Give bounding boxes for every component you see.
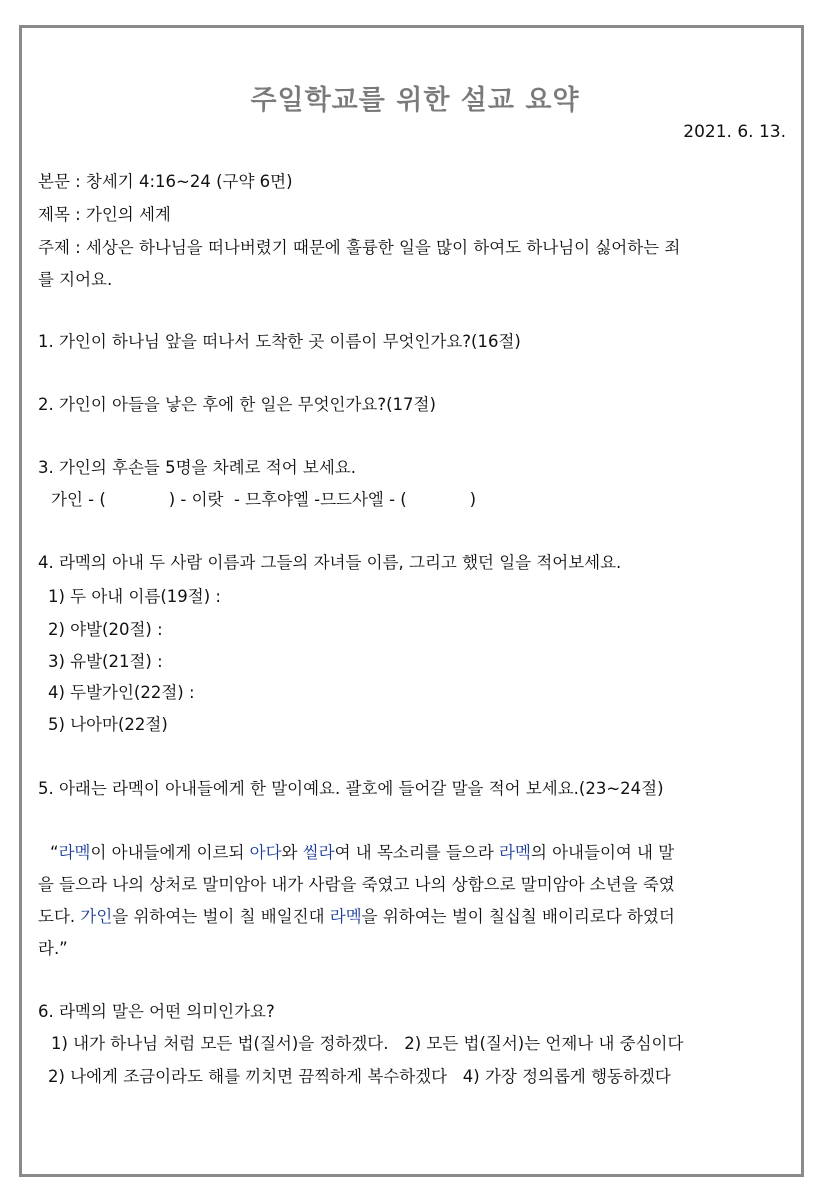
date: 2021. 6. 13. xyxy=(683,122,786,142)
quote-text: 이 아내들에게 이르되 xyxy=(90,843,250,862)
highlight-name: 라멕 xyxy=(58,843,91,862)
quote-text: 을 위하여는 벌이 칠십칠 배이리로다 하였더 xyxy=(361,907,675,926)
question-4-item: 1) 두 아내 이름(19절) : xyxy=(48,587,221,606)
question-4-item: 2) 야발(20절) : xyxy=(48,620,163,639)
question-3-answer: 가인 - ( ) - 이랏 - 므후야엘 -므드사엘 - ( ) xyxy=(51,490,477,509)
question-3: 3. 가인의 후손들 5명을 차례로 적어 보세요. xyxy=(38,458,356,477)
text-reference: 본문 : 창세기 4:16~24 (구약 6면) xyxy=(38,172,293,191)
quote-line-1 xyxy=(50,843,674,863)
quote-line-3 xyxy=(38,907,675,927)
question-4: 4. 라멕의 아내 두 사람 이름과 그들의 자녀들 이름, 그리고 했던 일을 적어보세요. xyxy=(38,553,622,572)
quote-line-2: 을 들으라 나의 상처로 말미암아 내가 사람을 죽였고 나의 상함으로 말미암아 소년을 죽였 xyxy=(38,875,675,894)
quote-text: 의 아내들이여 내 말 xyxy=(530,843,675,862)
quote-line-4: 라.” xyxy=(38,939,68,958)
highlight-name: 아다 xyxy=(249,843,282,862)
question-6-options-1: 1) 내가 하나님 처럼 모든 법(질서)을 정하겠다. 2) 모든 법(질서)는 언제나 내 중심이다 xyxy=(51,1034,684,1053)
sermon-subject: 제목 : 가인의 세계 xyxy=(38,205,171,224)
sermon-theme-line-1: 주제 : 세상은 하나님을 떠나버렸기 때문에 훌륭한 일을 많이 하여도 하나님이 싫어하는 죄 xyxy=(38,238,681,257)
question-4-item: 3) 유발(21절) : xyxy=(48,652,163,671)
question-1: 1. 가인이 하나님 앞을 떠나서 도착한 곳 이름이 무엇인가요?(16절) xyxy=(38,332,521,351)
highlight-name: 라멕 xyxy=(499,843,531,862)
highlight-name: 가인 xyxy=(80,907,113,926)
question-4-item: 5) 나아마(22절) xyxy=(48,715,168,734)
quote-text: 여 내 목소리를 들으라 xyxy=(334,843,500,862)
question-4-item: 4) 두발가인(22절) : xyxy=(48,683,195,702)
question-2: 2. 가인이 아들을 낳은 후에 한 일은 무엇인가요?(17절) xyxy=(38,395,436,414)
highlight-name: 씰라 xyxy=(302,843,335,862)
question-5: 5. 아래는 라멕이 아내들에게 한 말이예요. 괄호에 들어갈 말을 적어 보세요.(23~24절) xyxy=(38,779,664,798)
quote-text: 와 xyxy=(281,843,303,862)
question-6-options-2: 2) 나에게 조금이라도 해를 끼치면 끔찍하게 복수하겠다 4) 가장 정의롭게 행동하겠다 xyxy=(48,1067,671,1086)
highlight-name: 라멕 xyxy=(329,907,362,926)
question-6: 6. 라멕의 말은 어떤 의미인가요? xyxy=(38,1002,275,1021)
quote-text: 을 위하여는 벌이 칠 배일진대 xyxy=(112,907,330,926)
quote-text: 도다. xyxy=(38,907,81,926)
sermon-theme-line-2: 를 지어요. xyxy=(38,270,113,289)
quote-text: “ xyxy=(50,843,59,862)
page-title: 주일학교를 위한 설교 요약 xyxy=(250,85,580,116)
